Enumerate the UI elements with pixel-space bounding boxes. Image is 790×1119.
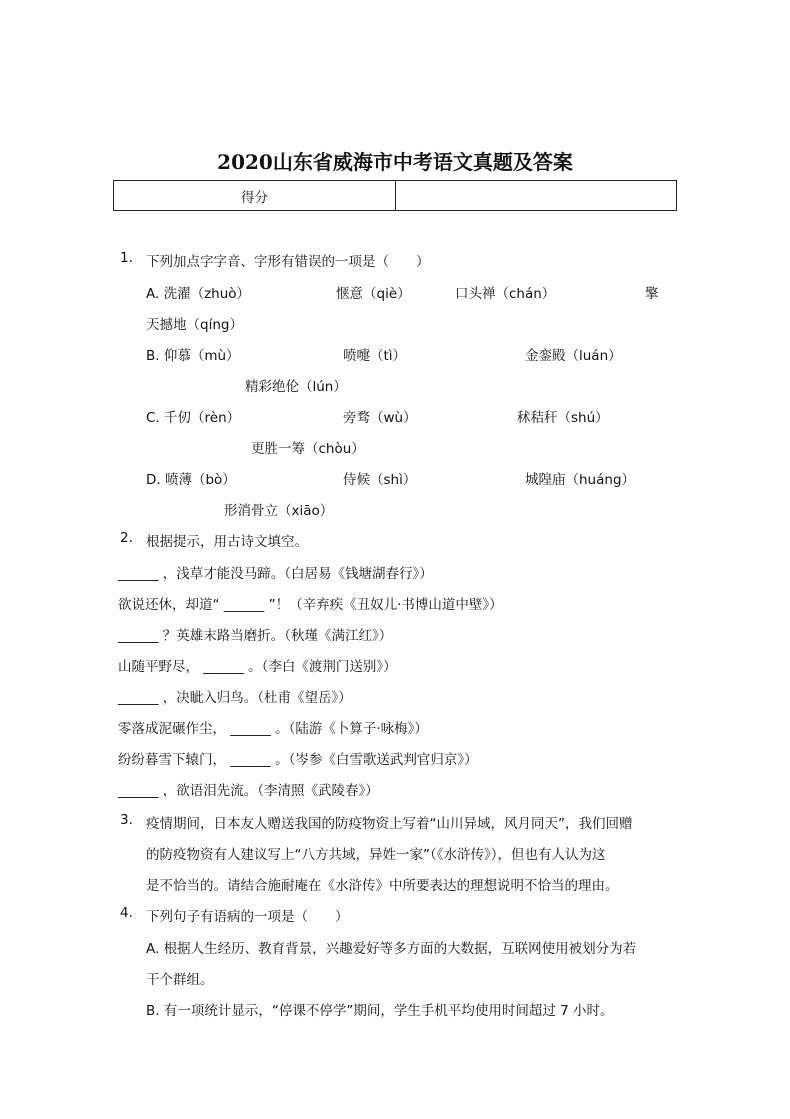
score-value <box>396 181 677 211</box>
q1-option-a-item2: 惬意（qiè） <box>336 286 411 302</box>
q4-option-b: B. 有一项统计显示，“停课不停学”期间，学生手机平均使用时间超过 7 小时。 <box>146 1003 614 1019</box>
q1-option-d-item2: 侍候（shì） <box>343 472 417 488</box>
q2-line-5: ______ ，决眦入归鸟。（杜甫《望岳》） <box>118 690 352 706</box>
q3-line-2: 的防疫物资有人建议写上“八方共域，异姓一家”（《水浒传》），但也有人认为这 <box>146 847 606 863</box>
q4-option-a: A. 根据人生经历、教育背景，兴趣爱好等多方面的大数据，互联网使用被划分为若 <box>146 941 637 957</box>
q2-stem: 根据提示，用古诗文填空。 <box>146 534 308 550</box>
q1-number: 1. <box>120 250 133 266</box>
q1-option-a-item3: 口头禅（chán） <box>455 286 556 302</box>
q3-line-3: 是不恰当的。请结合施耐庵在《水浒传》中所要表达的理想说明不恰当的理由。 <box>146 878 619 894</box>
score-table <box>113 180 677 211</box>
score-label: 得分 <box>114 181 396 211</box>
q1-option-c-cont: 更胜一筹（chòu） <box>251 441 365 457</box>
q4-stem: 下列句子有语病的一项是（ ） <box>146 909 349 925</box>
q1-option-b: B. 仰慕（mù） <box>146 348 240 364</box>
q1-option-a: A. 洗濯（zhuò） <box>146 286 251 302</box>
q3-line-1: 疫情期间，日本友人赠送我国的防疫物资上写着“山川异域，风月同天”，我们回赠 <box>146 816 633 832</box>
q2-line-1: ______ ，浅草才能没马蹄。（白居易《钱塘湖春行》） <box>118 566 433 582</box>
q1-option-d-item3: 城隍庙（huáng） <box>525 472 636 488</box>
q2-line-8: ______ ，欲语泪先流。（李清照《武陵春》） <box>118 783 379 799</box>
q2-line-3: ______ ？英雄末路当磨折。（秋瑾《满江红》） <box>118 628 393 644</box>
q2-line-6: 零落成泥碾作尘， ______ 。（陆游《卜算子·咏梅》） <box>118 721 428 737</box>
q2-number: 2. <box>120 530 133 546</box>
q1-option-a-item4: 擎 <box>645 286 659 302</box>
q1-option-b-item3: 金銮殿（luán） <box>525 348 622 364</box>
page-title: 2020山东省威海市中考语文真题及答案 <box>217 150 573 174</box>
q2-line-4: 山随平野尽， ______ 。（李白《渡荆门送别》） <box>118 659 397 675</box>
q3-number: 3. <box>120 812 133 828</box>
q1-option-c-item3: 秫秸秆（shú） <box>517 410 609 426</box>
q1-stem: 下列加点字字音、字形有错误的一项是（ ） <box>146 254 430 270</box>
q2-line-2: 欲说还休，却道“ ______ ”！（辛弃疾《丑奴儿·书博山道中壁》） <box>118 597 503 613</box>
q2-line-7: 纷纷暮雪下辕门， ______ 。（岑参《白雪歌送武判官归京》） <box>118 752 478 768</box>
q4-option-a-cont: 干个群组。 <box>146 972 214 988</box>
q1-option-d-cont: 形消骨立（xiāo） <box>224 503 334 519</box>
q1-option-d: D. 喷薄（bò） <box>146 472 236 488</box>
q1-option-b-cont: 精彩绝伦（lún） <box>245 379 347 395</box>
q1-option-b-item2: 喷嚏（tì） <box>343 348 407 364</box>
q1-option-a-cont: 天撼地（qíng） <box>146 317 243 333</box>
q4-number: 4. <box>120 905 133 921</box>
q1-option-c-item2: 旁骛（wù） <box>343 410 417 426</box>
q1-option-c: C. 千仞（rèn） <box>146 410 241 426</box>
